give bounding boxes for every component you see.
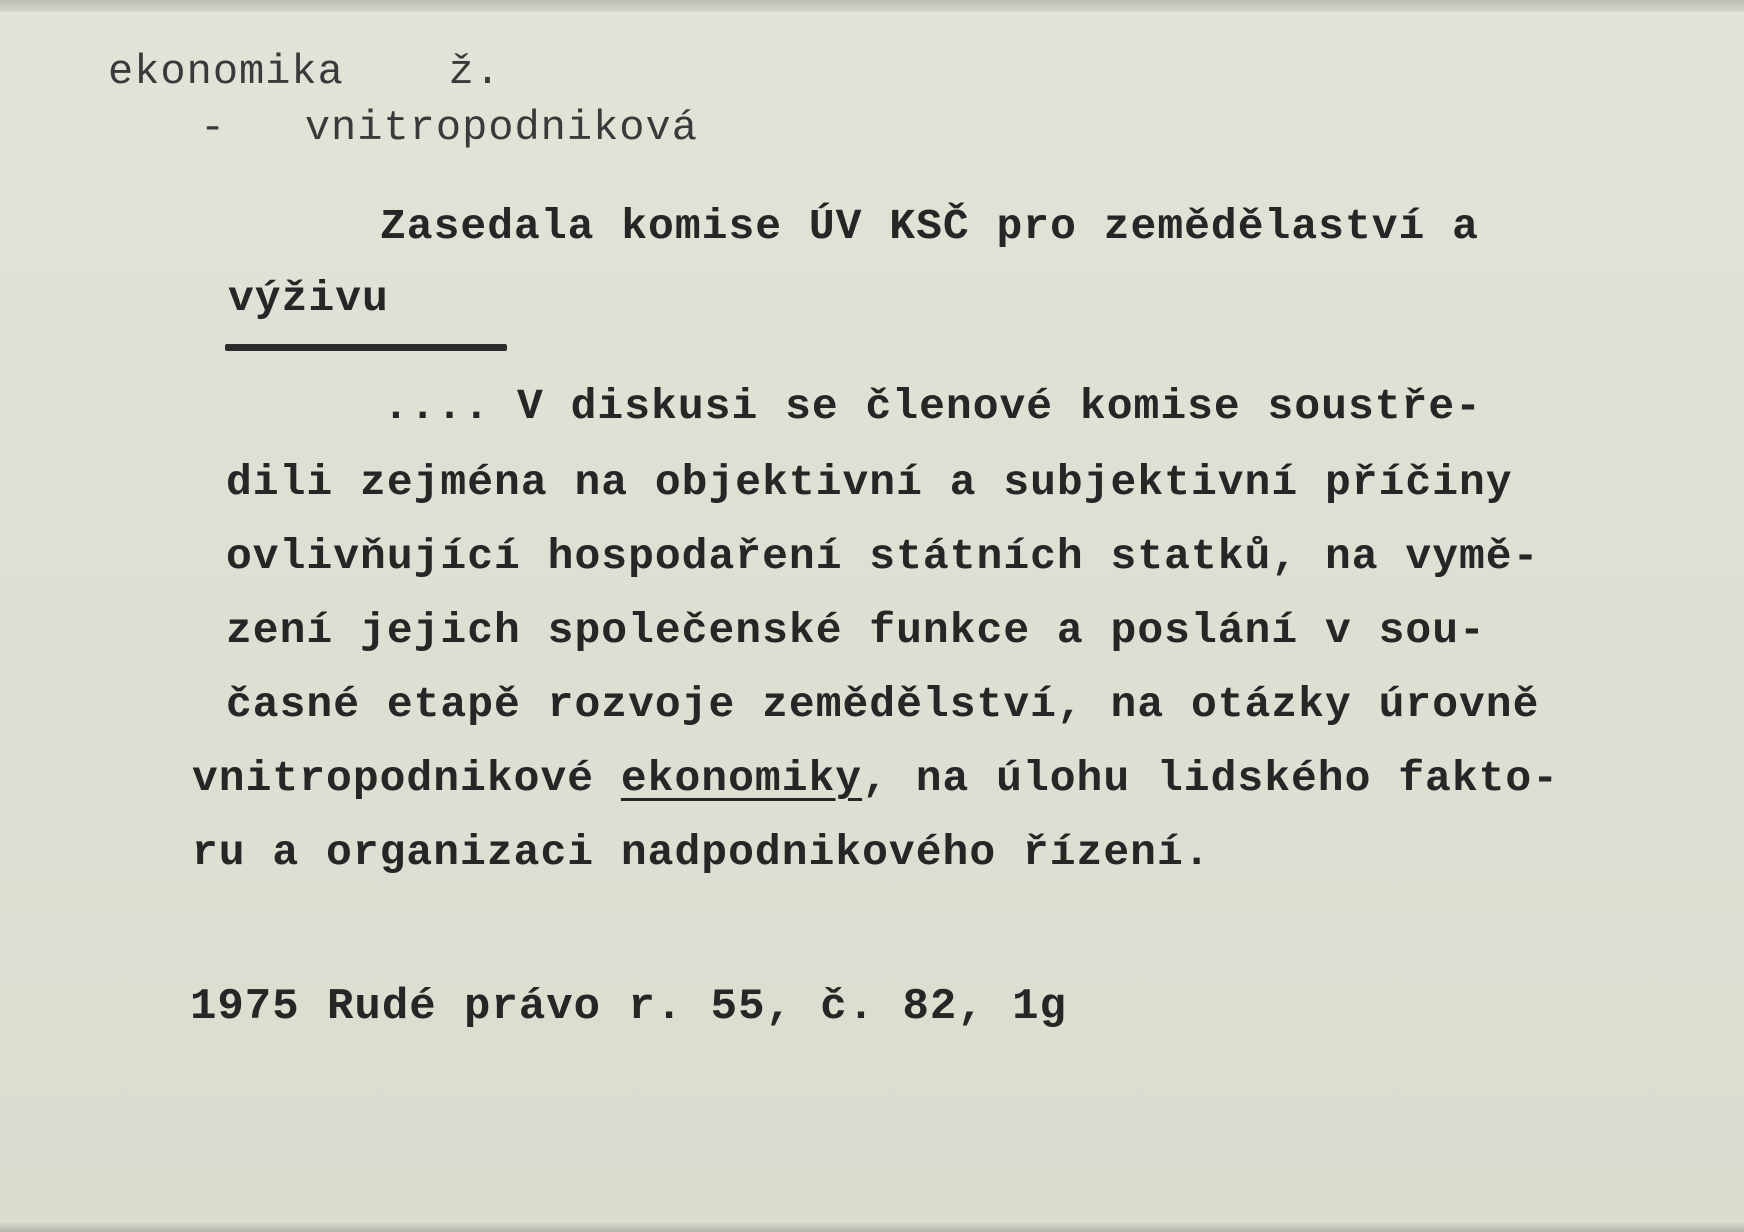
card-bottom-edge [0, 1222, 1744, 1232]
headline-underline-rule [225, 344, 507, 351]
body-line-4: zení jejich společenské funkce a poslání v sou- [226, 606, 1486, 655]
headline-line-1: Zasedala komise ÚV KSČ pro zemědělaství a [380, 202, 1479, 251]
headword-gender: ž. [448, 48, 502, 96]
card-top-edge [0, 0, 1744, 12]
headword-line [108, 48, 501, 96]
body-line-6 [192, 754, 1559, 803]
subheadword-term: vnitropodniková [304, 104, 698, 152]
body-line-5: časné etapě rozvoje zemědělství, na otázky úrovně [226, 680, 1540, 729]
headword-term: ekonomika [108, 48, 344, 96]
subheadword-dash: - [200, 104, 227, 152]
source-citation: 1975 Rudé právo r. 55, č. 82, 1g [190, 982, 1067, 1032]
subheadword-line [200, 104, 698, 152]
body-line-3: ovlivňující hospodaření státních statků, na vymě- [226, 532, 1540, 581]
body-line-7: ru a organizaci nadpodnikového řízení. [192, 828, 1211, 877]
keyword-underlined: ekonomiky [620, 754, 863, 803]
headline-line-2: výživu [228, 274, 389, 323]
body-line-2: dili zejména na objektivní a subjektivní příčiny [226, 458, 1513, 507]
body-line-6-start: vnitropodnikové [192, 754, 621, 803]
body-line-1: .... V diskusi se členové komise soustře- [383, 382, 1482, 431]
body-line-6-end: , na úlohu lidského fakto- [862, 754, 1560, 803]
